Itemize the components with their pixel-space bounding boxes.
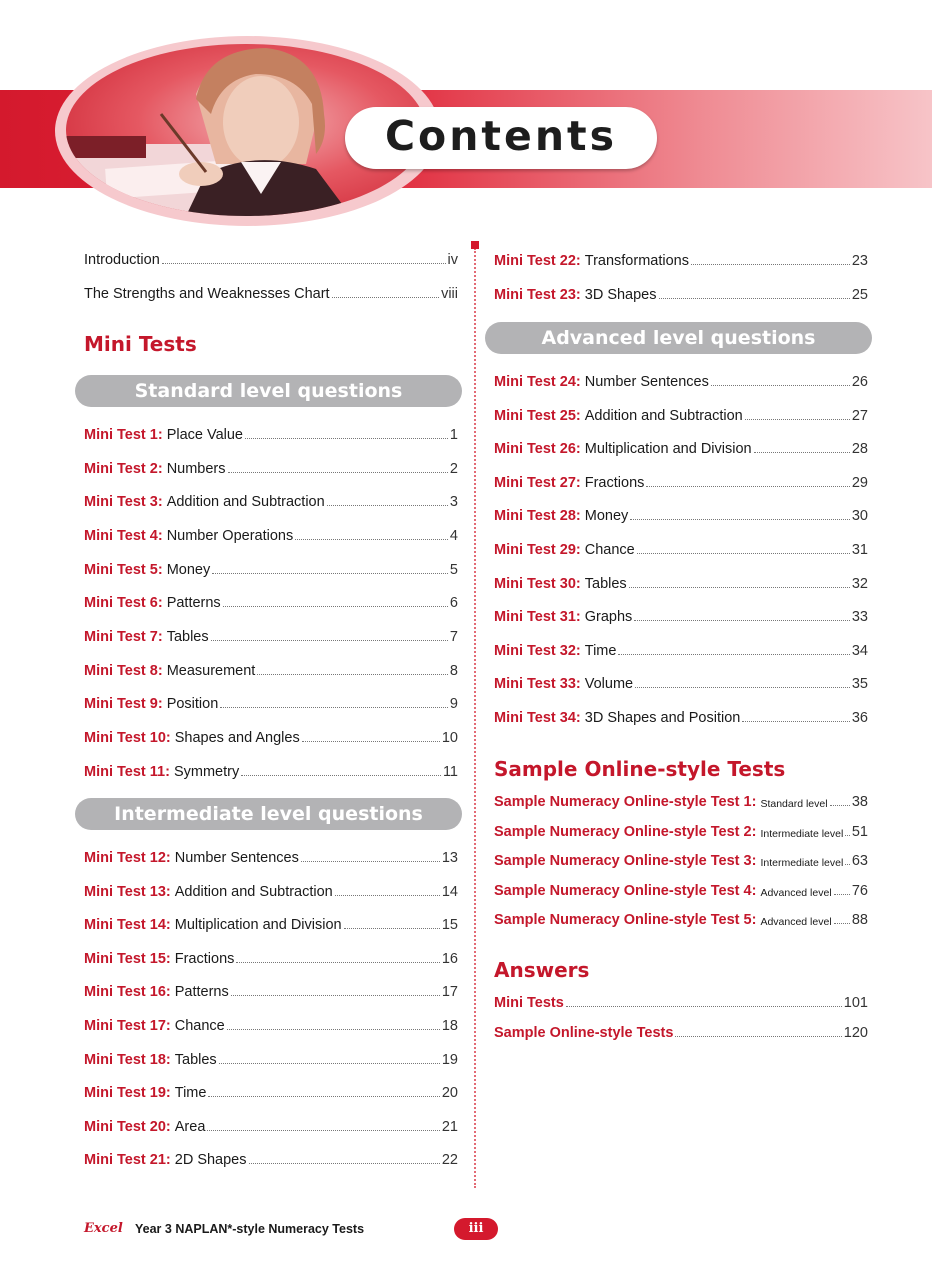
leader-dots	[566, 1006, 842, 1007]
entry-topic: Multiplication and Division	[584, 441, 752, 458]
toc-entry[interactable]	[84, 1115, 458, 1135]
toc-entry[interactable]	[494, 849, 868, 869]
entry-label: Mini Tests	[494, 995, 564, 1011]
leader-dots	[301, 861, 440, 862]
toc-entry[interactable]	[494, 504, 868, 524]
entry-topic: Addition and Subtraction	[584, 407, 743, 424]
leader-dots	[302, 741, 440, 742]
entry-title: The Strengths and Weaknesses Chart	[84, 286, 330, 302]
entry-topic: Place Value	[166, 427, 243, 443]
leader-dots	[249, 1163, 440, 1164]
entry-page: 5	[449, 561, 458, 578]
entry-page: 35	[851, 676, 868, 693]
toc-entry[interactable]	[494, 404, 868, 424]
entry-level-note: Intermediate level	[760, 857, 844, 869]
leader-dots	[845, 835, 850, 836]
entry-page: iv	[447, 252, 458, 268]
leader-dots	[630, 519, 850, 520]
toc-entry[interactable]	[84, 1048, 458, 1068]
entry-page: 14	[441, 883, 458, 900]
entry-topic: Chance	[174, 1018, 225, 1034]
entry-topic: Symmetry	[173, 763, 240, 780]
toc-entry[interactable]	[494, 820, 868, 840]
leader-dots	[618, 654, 849, 655]
entry-level-note: Advanced level	[760, 886, 832, 899]
toc-entry[interactable]	[84, 726, 458, 746]
toc-entry[interactable]	[494, 639, 868, 659]
entry-topic: Patterns	[166, 595, 221, 612]
toc-entry[interactable]	[84, 423, 458, 443]
leader-dots	[327, 505, 448, 506]
entry-page: 36	[851, 710, 868, 726]
toc-entry[interactable]	[494, 1021, 868, 1041]
leader-dots	[344, 928, 440, 929]
entry-label: Mini Test 19:	[84, 1085, 171, 1102]
entry-label: Mini Test 17:	[84, 1018, 171, 1034]
entry-label: Sample Numeracy Online-style Test 2:	[494, 823, 757, 840]
entry-page: 101	[843, 995, 868, 1011]
leader-dots	[223, 606, 448, 607]
entry-page: 88	[851, 912, 868, 928]
entry-label: Mini Test 10:	[84, 729, 171, 746]
toc-entry[interactable]	[494, 538, 868, 558]
entry-page: 23	[851, 253, 868, 269]
entry-page: 120	[843, 1024, 868, 1041]
entry-label: Mini Test 2:	[84, 460, 163, 477]
toc-entry[interactable]	[84, 846, 458, 866]
entry-page: 2	[449, 460, 458, 477]
leader-dots	[830, 805, 850, 806]
entry-topic: Fractions	[174, 950, 235, 967]
entry-topic: Tables	[166, 628, 209, 645]
entry-label: Mini Test 21:	[84, 1152, 171, 1169]
entry-page: 29	[851, 474, 868, 491]
leader-dots	[635, 687, 850, 688]
toc-entry[interactable]	[84, 591, 458, 611]
toc-entry[interactable]	[84, 913, 458, 933]
entry-label: Mini Test 3:	[84, 494, 163, 511]
entry-topic: 3D Shapes and Position	[584, 710, 741, 726]
entry-topic: Time	[584, 642, 617, 659]
entry-page: 27	[851, 407, 868, 424]
entry-label: Mini Test 9:	[84, 696, 163, 713]
entry-page: 17	[441, 984, 458, 1001]
entry-topic: 2D Shapes	[174, 1152, 247, 1169]
entry-label: Mini Test 7:	[84, 628, 163, 645]
entry-page: 16	[441, 950, 458, 967]
entry-page: 6	[449, 595, 458, 612]
entry-label: Mini Test 31:	[494, 609, 581, 626]
toc-entry[interactable]	[84, 625, 458, 645]
entry-topic: Addition and Subtraction	[166, 494, 325, 511]
entry-label: Mini Test 32:	[494, 642, 581, 659]
toc-entry[interactable]	[84, 1081, 458, 1101]
entry-label: Mini Test 16:	[84, 984, 171, 1001]
entry-topic: Patterns	[174, 984, 229, 1001]
entry-page: 26	[851, 374, 868, 390]
entry-label: Mini Test 26:	[494, 441, 581, 458]
toc-entry[interactable]	[84, 457, 458, 477]
leader-dots	[212, 573, 448, 574]
entry-label: Mini Test 27:	[494, 474, 581, 491]
leader-dots	[220, 707, 448, 708]
entry-page: viii	[441, 286, 458, 302]
column-divider	[474, 248, 476, 1188]
entry-label: Mini Test 5:	[84, 561, 163, 578]
entry-label: Mini Test 25:	[494, 407, 581, 424]
leader-dots	[691, 264, 850, 265]
entry-label: Mini Test 15:	[84, 950, 171, 967]
entry-page: 11	[442, 763, 458, 780]
entry-page: 63	[851, 853, 868, 869]
entry-topic: Fractions	[584, 474, 645, 491]
entry-page: 9	[449, 696, 458, 713]
section-heading-mini-tests: Mini Tests	[84, 332, 197, 356]
entry-topic: Shapes and Angles	[174, 729, 300, 746]
leader-dots	[646, 486, 849, 487]
entry-page: 31	[851, 542, 868, 558]
toc-entry[interactable]	[84, 1148, 458, 1168]
leader-dots	[257, 674, 448, 675]
leader-dots	[659, 298, 850, 299]
entry-topic: Number Operations	[166, 527, 294, 544]
leader-dots	[162, 263, 446, 264]
entry-page: 22	[441, 1152, 458, 1169]
entry-label: Mini Test 6:	[84, 595, 163, 612]
divider-marker	[471, 241, 479, 249]
leader-dots	[332, 297, 440, 298]
entry-label: Mini Test 30:	[494, 575, 581, 592]
leader-dots	[335, 895, 440, 896]
toc-entry[interactable]	[494, 672, 868, 692]
entry-topic: Transformations	[584, 253, 689, 269]
entry-topic: Time	[174, 1085, 207, 1102]
entry-topic: Volume	[584, 676, 634, 693]
entry-topic: Multiplication and Division	[174, 917, 342, 934]
toc-entry-strengths-chart[interactable]	[84, 282, 458, 302]
entry-topic: Money	[584, 508, 629, 525]
leader-dots	[236, 962, 439, 963]
entry-label: Mini Test 13:	[84, 883, 171, 900]
leader-dots	[211, 640, 448, 641]
entry-title: Introduction	[84, 252, 160, 268]
toc-entry[interactable]	[84, 490, 458, 510]
leader-dots	[295, 539, 448, 540]
toc-entry[interactable]	[84, 880, 458, 900]
toc-entry[interactable]	[494, 370, 868, 390]
toc-entry[interactable]	[494, 471, 868, 491]
leader-dots	[634, 620, 850, 621]
section-heading-answers: Answers	[494, 958, 590, 982]
entry-label: Mini Test 18:	[84, 1051, 171, 1068]
entry-label: Mini Test 11:	[84, 763, 170, 780]
entry-label: Mini Test 8:	[84, 662, 163, 679]
entry-page: 28	[851, 441, 868, 458]
entry-label: Mini Test 29:	[494, 542, 581, 558]
entry-label: Sample Numeracy Online-style Test 3:	[494, 853, 757, 869]
entry-page: 21	[441, 1118, 458, 1135]
toc-entry[interactable]	[84, 692, 458, 712]
toc-entry-introduction[interactable]	[84, 248, 458, 268]
entry-label: Mini Test 23:	[494, 287, 581, 303]
leader-dots	[834, 894, 850, 895]
section-heading-online: Sample Online-style Tests	[494, 757, 786, 781]
entry-label: Mini Test 22:	[494, 253, 581, 269]
leader-dots	[227, 1029, 440, 1030]
leader-dots	[754, 452, 850, 453]
toc-entry[interactable]	[84, 760, 458, 780]
entry-page: 19	[441, 1051, 458, 1068]
entry-page: 25	[851, 287, 868, 303]
footer-page-number: iii	[454, 1218, 498, 1240]
entry-page: 38	[851, 794, 868, 810]
leader-dots	[208, 1096, 439, 1097]
leader-dots	[675, 1036, 841, 1037]
entry-page: 7	[449, 628, 458, 645]
toc-entry[interactable]	[84, 558, 458, 578]
leader-dots	[241, 775, 441, 776]
entry-page: 34	[851, 642, 868, 659]
entry-label: Mini Test 24:	[494, 374, 581, 390]
leader-dots	[834, 923, 850, 924]
entry-label: Mini Test 1:	[84, 427, 163, 443]
entry-page: 51	[851, 823, 868, 840]
leader-dots	[637, 553, 850, 554]
entry-label: Mini Test 28:	[494, 508, 581, 525]
entry-topic: Area	[174, 1118, 206, 1135]
entry-page: 76	[851, 882, 868, 899]
entry-label: Mini Test 34:	[494, 710, 581, 726]
entry-topic: 3D Shapes	[584, 287, 657, 303]
leader-dots	[711, 385, 850, 386]
toc-entry[interactable]	[494, 437, 868, 457]
entry-label: Sample Online-style Tests	[494, 1024, 674, 1041]
entry-topic: Addition and Subtraction	[174, 883, 333, 900]
entry-page: 3	[449, 494, 458, 511]
entry-page: 33	[851, 609, 868, 626]
entry-level-note: Standard level	[760, 798, 828, 810]
toc-entry[interactable]	[494, 572, 868, 592]
toc-entry[interactable]	[494, 991, 868, 1011]
toc-entry[interactable]	[494, 249, 868, 269]
footer-book-title: Year 3 NAPLAN*-style Numeracy Tests	[135, 1222, 365, 1236]
entry-topic: Position	[166, 696, 219, 713]
leader-dots	[629, 587, 850, 588]
entry-page: 4	[449, 527, 458, 544]
entry-topic: Chance	[584, 542, 635, 558]
entry-label: Mini Test 12:	[84, 850, 171, 866]
leader-dots	[207, 1130, 439, 1131]
entry-topic: Number Sentences	[584, 374, 709, 390]
toc-entry[interactable]	[494, 790, 868, 810]
entry-topic: Numbers	[166, 460, 226, 477]
entry-page: 32	[851, 575, 868, 592]
entry-topic: Number Sentences	[174, 850, 299, 866]
entry-page: 13	[441, 850, 458, 866]
entry-page: 20	[441, 1085, 458, 1102]
entry-label: Mini Test 4:	[84, 527, 163, 544]
entry-topic: Tables	[584, 575, 627, 592]
entry-label: Mini Test 33:	[494, 676, 581, 693]
leader-dots	[745, 419, 850, 420]
entry-label: Mini Test 14:	[84, 917, 171, 934]
toc-entry[interactable]	[84, 980, 458, 1000]
entry-topic: Tables	[174, 1051, 217, 1068]
entry-topic: Money	[166, 561, 211, 578]
leader-dots	[231, 995, 440, 996]
section-bar-intermediate: Intermediate level questions	[75, 798, 462, 830]
entry-topic: Measurement	[166, 662, 256, 679]
entry-label: Sample Numeracy Online-style Test 4:	[494, 882, 757, 899]
entry-page: 8	[449, 662, 458, 679]
entry-page: 15	[441, 917, 458, 934]
entry-level-note: Intermediate level	[760, 827, 844, 840]
toc-entry[interactable]	[84, 659, 458, 679]
leader-dots	[228, 472, 448, 473]
toc-entry[interactable]	[494, 283, 868, 303]
leader-dots	[742, 721, 850, 722]
entry-topic: Graphs	[584, 609, 633, 626]
entry-label: Sample Numeracy Online-style Test 5:	[494, 912, 757, 928]
entry-page: 1	[449, 427, 458, 443]
entry-page: 10	[441, 729, 458, 746]
section-bar-advanced: Advanced level questions	[485, 322, 872, 354]
page-title: Contents	[384, 112, 618, 160]
toc-entry[interactable]	[84, 947, 458, 967]
entry-label: Sample Numeracy Online-style Test 1:	[494, 794, 757, 810]
leader-dots	[219, 1063, 440, 1064]
toc-entry[interactable]	[494, 908, 868, 928]
toc-entry[interactable]	[494, 879, 868, 899]
toc-entry[interactable]	[84, 1014, 458, 1034]
entry-page: 30	[851, 508, 868, 525]
entry-page: 18	[441, 1018, 458, 1034]
toc-entry[interactable]	[494, 706, 868, 726]
toc-entry[interactable]	[84, 524, 458, 544]
entry-label: Mini Test 20:	[84, 1118, 171, 1135]
section-bar-standard: Standard level questions	[75, 375, 462, 407]
toc-entry[interactable]	[494, 605, 868, 625]
leader-dots	[845, 864, 850, 865]
entry-level-note: Advanced level	[760, 916, 832, 928]
footer-brand-logo: Excel	[84, 1221, 123, 1236]
leader-dots	[245, 438, 448, 439]
